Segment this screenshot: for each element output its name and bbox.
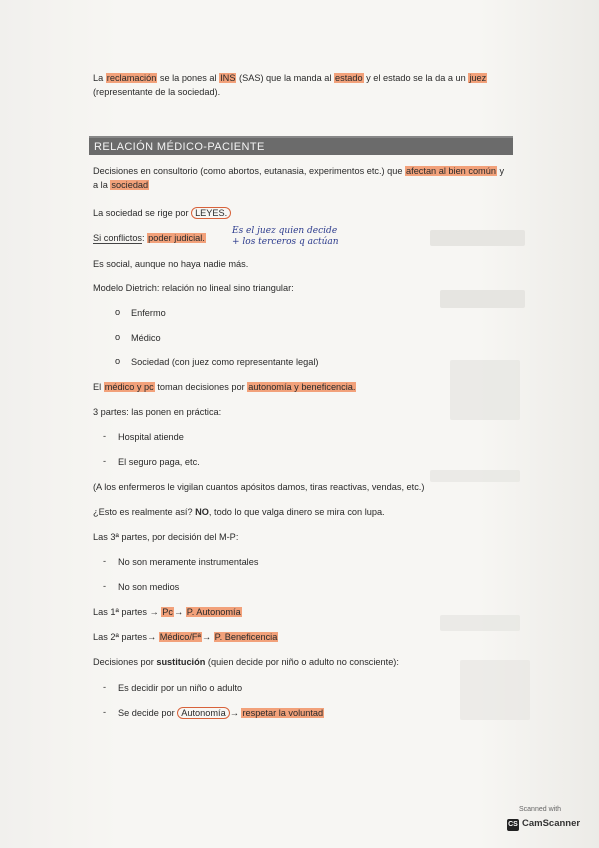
paragraph-social: Es social, aunque no haya nadie más. (93, 259, 249, 269)
bleed-through-block (430, 470, 520, 482)
list-bullet: o (115, 332, 121, 342)
paragraph-decisions-cont: a la sociedad (93, 180, 149, 190)
intro-line-1: La reclamación se la pones al INS (SAS) que la manda al estado y el estado se la da a un juez (93, 73, 487, 83)
list-bullet: - (103, 581, 107, 591)
bleed-through-block (430, 230, 525, 246)
paragraph-three-parts: 3 partes: las ponen en práctica: (93, 407, 222, 417)
list-item: Enfermo (131, 308, 166, 318)
list-bullet: - (103, 556, 107, 566)
circled-word: LEYES. (191, 207, 231, 219)
handwritten-note-1: Es el juez quien decide (232, 226, 338, 236)
handwritten-note-2: + los terceros q actúan (232, 237, 339, 247)
list-bullet: - (103, 707, 107, 717)
paragraph-first-parts: Las 1ª partes → Pc→ P. Autonomía (93, 607, 241, 617)
paragraph-conflicts: Si conflictos: poder judicial. (93, 233, 205, 243)
list-item: No son medios (118, 582, 180, 592)
list-bullet: - (103, 431, 107, 441)
paragraph-third-parties: Las 3ª partes, por decisión del M-P: (93, 532, 239, 542)
list-item: Sociedad (con juez como representante legal) (131, 357, 319, 367)
list-bullet: o (115, 307, 121, 317)
list-item: Hospital atiende (118, 432, 184, 442)
camscanner-logo-icon: CS (507, 819, 519, 831)
bleed-through-block (440, 290, 525, 308)
paragraph-question: ¿Esto es realmente así? NO, todo lo que valga dinero se mira con lupa. (93, 507, 385, 517)
paragraph-dietrich: Modelo Dietrich: relación no lineal sino triangular: (93, 283, 294, 293)
circled-word: Autonomía (177, 707, 229, 719)
list-bullet: o (115, 356, 121, 366)
bleed-through-block (460, 660, 530, 720)
paragraph-laws: La sociedad se rige por LEYES. (93, 207, 231, 219)
bleed-through-block (450, 360, 520, 420)
list-item: Médico (131, 333, 161, 343)
paragraph-nurses: (A los enfermeros le vigilan cuantos apósitos damos, tiras reactivas, vendas, etc.) (93, 482, 425, 492)
paragraph-substitution: Decisiones por sustitución (quien decide por niño o adulto no consciente): (93, 657, 399, 667)
paragraph-decisions: Decisiones en consultorio (como abortos, eutanasia, experimentos etc.) que afectan al bien común y (93, 166, 505, 176)
section-title: RELACIÓN MÉDICO-PACIENTE (89, 136, 513, 155)
paragraph-second-parts: Las 2ª partes→ Médico/Fª→ P. Beneficencia (93, 632, 278, 642)
list-item: Es decidir por un niño o adulto (118, 683, 243, 693)
list-item: No son meramente instrumentales (118, 557, 259, 567)
list-item: Se decide por Autonomía → respetar la voluntad (118, 708, 324, 718)
intro-line-2: (representante de la sociedad). (93, 87, 221, 97)
list-item: El seguro paga, etc. (118, 457, 200, 467)
list-bullet: - (103, 456, 107, 466)
list-bullet: - (103, 682, 107, 692)
bleed-through-block (440, 615, 520, 631)
camscanner-watermark: Scanned with CS CamScanner (508, 806, 581, 829)
paragraph-autonomy: El médico y pc toman decisiones por autonomía y beneficencia. (93, 382, 356, 392)
